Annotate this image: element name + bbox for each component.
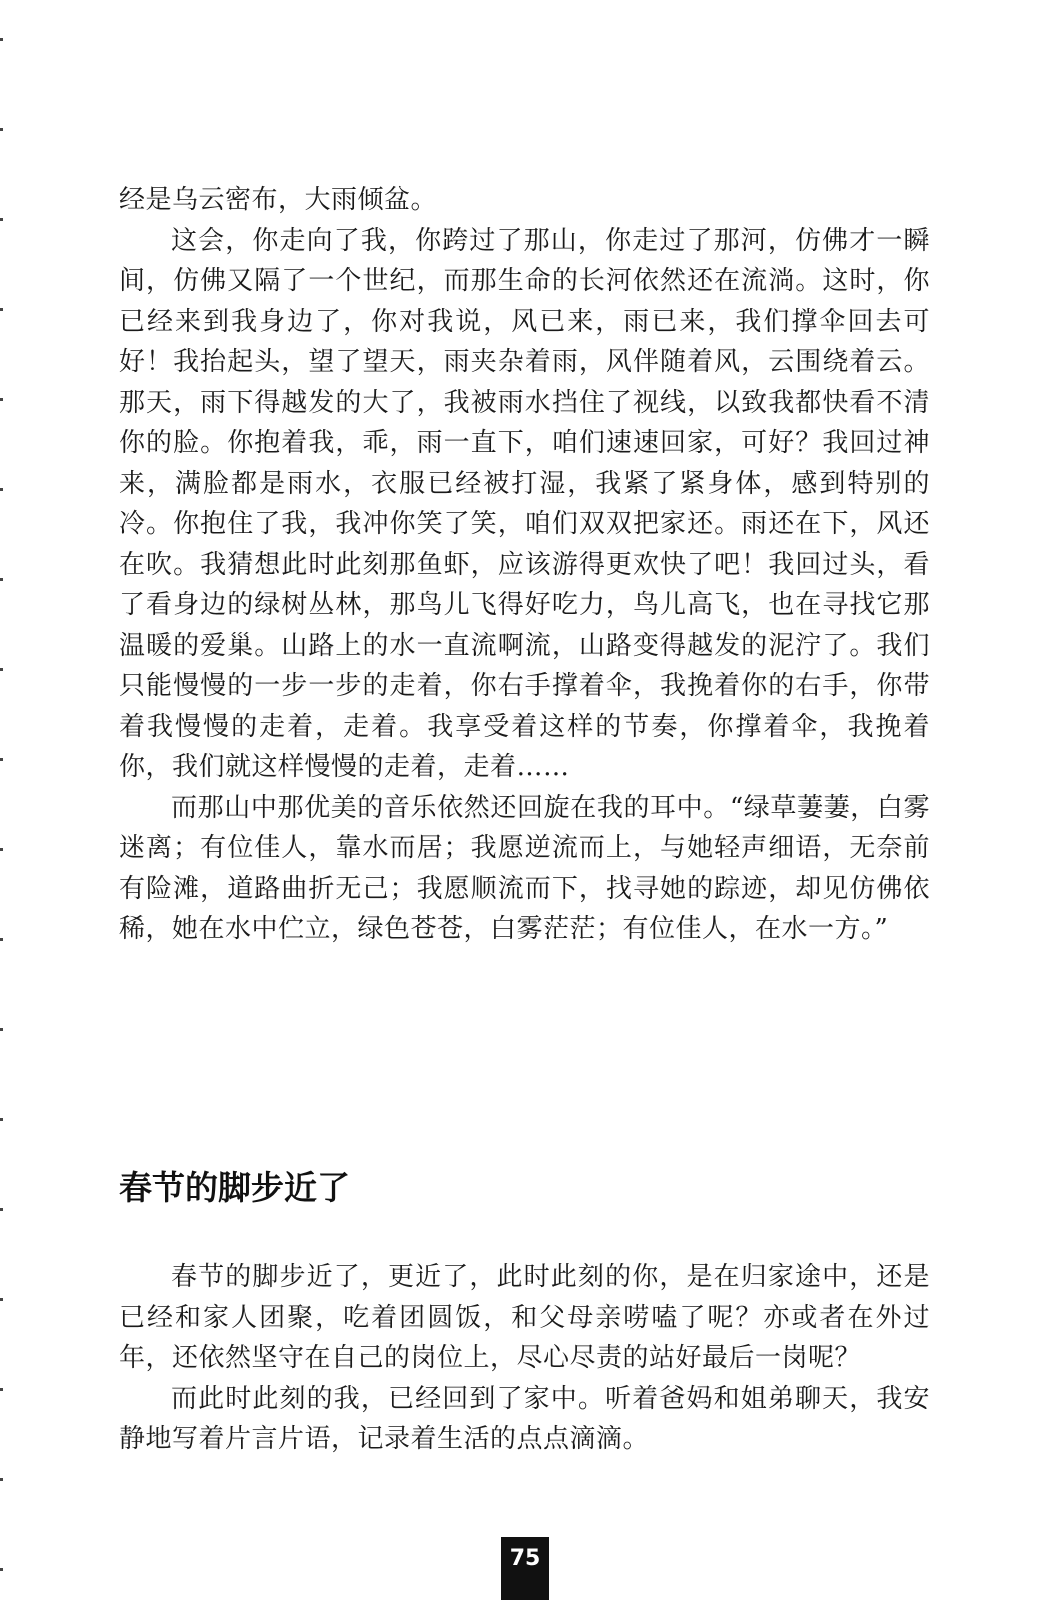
section-title: 春节的脚步近了 bbox=[119, 1168, 350, 1207]
page-number: 75 bbox=[501, 1537, 549, 1600]
section-body bbox=[119, 1257, 930, 1460]
paragraph: 这会，你走向了我，你跨过了那山，你走过了那河，仿佛才一瞬间，仿佛又隔了一个世纪，而那生命的长河依然还在流淌。这时，你已经来到我身边了，你对我说，风已来，雨已来，我们撑伞回去可好！我抬起头，望了望天，雨夹杂着雨，风伴随着风，云围绕着云。那天，雨下得越发的大了，我被雨水挡住了视线，以致我都快看不清你的脸。你抱着我，乖，雨一直下，咱们速速回家，可好？我回过神来，满脸都是雨水，衣服已经被打湿，我紧了紧身体，感到特别的冷。你抱住了我，我冲你笑了笑，咱们双双把家还。雨还在下，风还在吹。我猜想此时此刻那鱼虾，应该游得更欢快了吧！我回过头，看了看身边的绿树丛林，那鸟儿飞得好吃力，鸟儿高飞，也在寻找它那温暖的爱巢。山路上的水一直流啊流，山路变得越发的泥泞了。我们只能慢慢的一步一步的走着，你右手撑着伞，我挽着你的右手，你带着我慢慢的走着，走着。我享受着这样的节奏，你撑着伞，我挽着你，我们就这样慢慢的走着，走着…… bbox=[119, 225, 930, 782]
paragraph-continuation: 经是乌云密布，大雨倾盆。 bbox=[119, 185, 438, 215]
scan-edge-marks bbox=[0, 0, 3, 1600]
continued-passage bbox=[119, 180, 930, 950]
paragraph: 春节的脚步近了，更近了，此时此刻的你，是在归家途中，还是已经和家人团聚，吃着团圆饭，和父母亲唠嗑了呢？亦或者在外过年，还依然坚守在自己的岗位上，尽心尽责的站好最后一岗呢？ bbox=[119, 1262, 930, 1373]
paragraph: 而那山中那优美的音乐依然还回旋在我的耳中。“绿草萋萋，白雾迷离；有位佳人，靠水而居；我愿逆流而上，与她轻声细语，无奈前有险滩，道路曲折无己；我愿顺流而下，找寻她的踪迹，却见仿佛依稀，她在水中伫立，绿色苍苍，白雾茫茫；有位佳人，在水一方。” bbox=[119, 792, 930, 944]
paragraph: 而此时此刻的我，已经回到了家中。听着爸妈和姐弟聊天，我安静地写着片言片语，记录着生活的点点滴滴。 bbox=[119, 1383, 930, 1454]
